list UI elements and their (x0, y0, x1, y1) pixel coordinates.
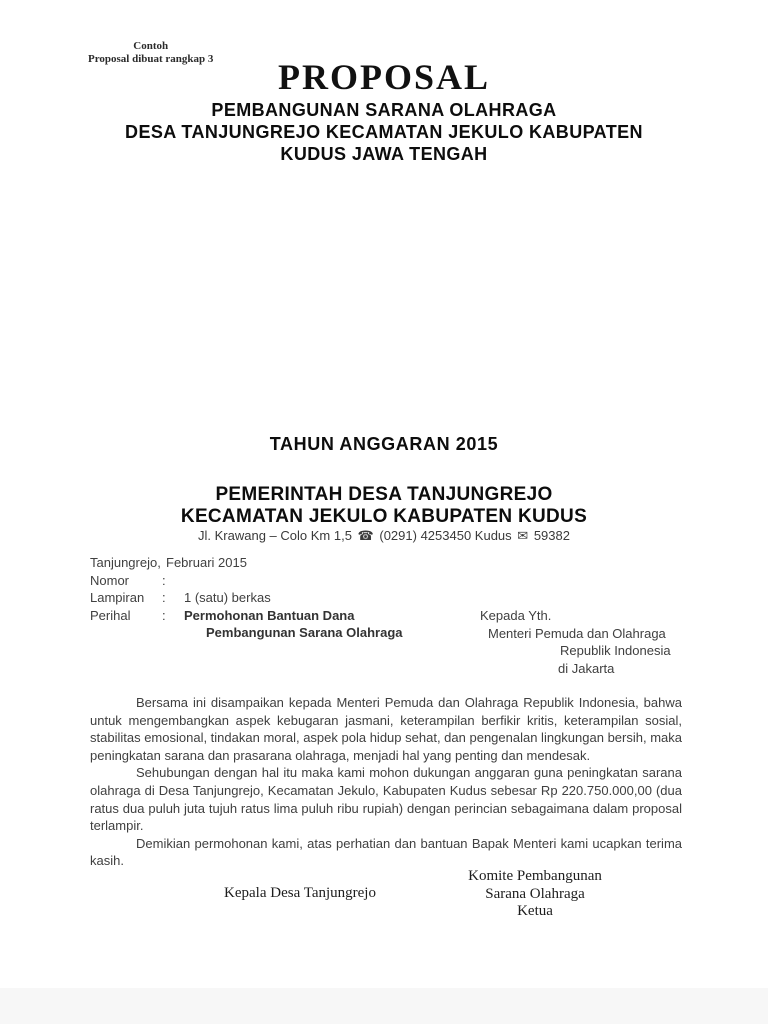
letter-body (90, 694, 682, 870)
recipient-line2: Menteri Pemuda dan Olahraga (488, 625, 666, 641)
subtitle-line2: DESA TANJUNGREJO KECAMATAN JEKULO KABUPATEN (125, 122, 643, 142)
field-nomor-colon: : (162, 572, 166, 588)
field-perihal-line2 (90, 624, 403, 642)
copy-note-line2: Proposal dibuat rangkap 3 (88, 53, 214, 65)
phone-icon: ☎ (357, 529, 374, 544)
signature-right-line2: Sarana Olahraga (485, 885, 585, 902)
signature-right-block (400, 868, 670, 921)
date-line (90, 554, 403, 572)
signature-section (0, 868, 768, 948)
field-nomor (90, 572, 403, 590)
signature-left-title: Kepala Desa Tanjungrejo (224, 885, 376, 901)
field-lampiran-label: Lampiran (90, 590, 145, 605)
subtitle-line1: PEMBANGUNAN SARANA OLAHRAGA (211, 100, 557, 120)
budget-year-heading: TAHUN ANGGARAN 2015 (269, 434, 499, 454)
document-subtitle (0, 99, 768, 165)
field-lampiran-value: 1 (satu) berkas (184, 590, 271, 605)
signature-right-line3: Ketua (517, 903, 553, 919)
address-phone: (0291) 4253450 Kudus (379, 528, 512, 543)
field-lampiran-colon: : (162, 590, 166, 605)
recipient-line1: Kepada Yth. (480, 608, 552, 623)
mail-icon: ✉ (517, 529, 529, 544)
paragraph-1: Bersama ini disampaikan kepada Menteri Pemuda dan Olahraga Republik Indonesia, bahwa untuk mengembangkan aspek kebugaran jasmani, keterampilan berfikir kritis, keterampilan sosial, stabilitas emosional, tindakan moral, aspek pola hidup sehat, dan pengenalan lingkungan bersih, maka peningkatan sarana dan prasarana olahraga, menjadi hal yang penting dan mendesak. (90, 695, 682, 763)
subtitle-line3: KUDUS JAWA TENGAH (280, 144, 488, 164)
document-title: PROPOSAL (277, 57, 490, 97)
agency-address-line (0, 528, 768, 544)
agency-name-line1: PEMERINTAH DESA TANJUNGREJO (215, 484, 553, 505)
recipient-line4: di Jakarta (558, 660, 615, 676)
letter-meta-block (90, 554, 403, 642)
field-lampiran (90, 589, 403, 607)
recipient-line3: Republik Indonesia (560, 643, 671, 658)
address-street: Jl. Krawang – Colo Km 1,5 (198, 528, 352, 543)
paragraph-2: Sehubungan dengan hal itu maka kami mohon dukungan anggaran guna peningkatan sarana olahraga di Desa Tanjungrejo, Kecamatan Jekulo, Kabupaten Kudus sebesar Rp 220.750.000,00 (dua ratus dua puluh juta tujuh ratus lima puluh ribu rupiah) dengan perincian sebagaimana dalam proposal terlampir. (90, 765, 682, 834)
address-postal-code: 59382 (533, 528, 570, 543)
field-nomor-label: Nomor (90, 572, 130, 588)
agency-letterhead (0, 484, 768, 528)
recipient-block (480, 607, 671, 677)
page-bottom-margin (0, 988, 768, 1024)
date-value: Februari 2015 (166, 555, 247, 570)
field-perihal-value2: Pembangunan Sarana Olahraga (206, 625, 403, 640)
field-perihal-value: Permohonan Bantuan Dana (184, 607, 355, 623)
field-perihal-colon: : (162, 607, 166, 623)
field-perihal (90, 607, 403, 625)
signature-right-line1: Komite Pembangunan (468, 868, 602, 884)
date-place: Tanjungrejo, (90, 555, 161, 570)
copy-note-line1: Contoh (133, 40, 169, 52)
agency-name-line2: KECAMATAN JEKULO KABUPATEN KUDUS (180, 506, 588, 527)
field-perihal-label: Perihal (90, 607, 131, 623)
paragraph-3: Demikian permohonan kami, atas perhatian dan bantuan Bapak Menteri kami ucapkan terima kasih. (90, 835, 682, 869)
